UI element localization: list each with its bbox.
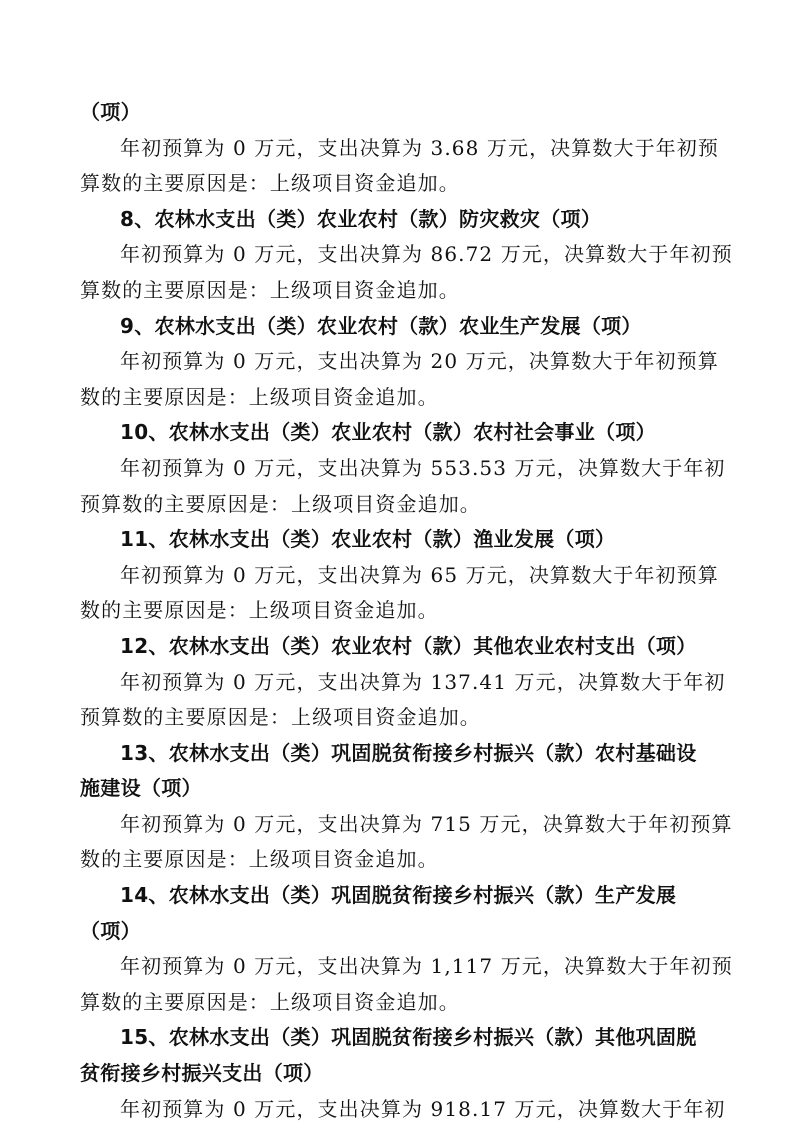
section-heading-line: 施建设（项） (80, 776, 202, 801)
body-text-line: 年初预算为 0 万元，支出决算为 715 万元，决算数大于年初预算 (120, 811, 733, 836)
section-heading-line: 15、农林水支出（类）巩固脱贫衔接乡村振兴（款）其他巩固脱 (120, 1025, 697, 1050)
body-text-line: 预算数的主要原因是：上级项目资金追加。 (80, 491, 481, 516)
body-text-line: 年初预算为 0 万元，支出决算为 137.41 万元，决算数大于年初 (120, 669, 726, 694)
body-text-line: 年初预算为 0 万元，支出决算为 3.68 万元，决算数大于年初预 (120, 135, 719, 160)
section-heading-line: 11、农林水支出（类）农业农村（款）渔业发展（项） (120, 527, 616, 552)
body-text-line: 年初预算为 0 万元，支出决算为 1,117 万元，决算数大于年初预 (120, 954, 733, 979)
section-heading-line: 8、农林水支出（类）农业农村（款）防灾救灾（项） (120, 206, 602, 231)
section-heading-line: （项） (80, 100, 141, 124)
body-text-line: 数的主要原因是：上级项目资金追加。 (80, 847, 439, 872)
section-heading-line: 10、农林水支出（类）农业农村（款）农村社会事业（项） (120, 420, 656, 445)
body-text-line: 年初预算为 0 万元，支出决算为 918.17 万元，决算数大于年初 (120, 1096, 726, 1121)
section-heading-line: 9、农林水支出（类）农业农村（款）农业生产发展（项） (120, 313, 642, 338)
section-heading-line: 贫衔接乡村振兴支出（项） (80, 1061, 324, 1086)
body-text-line: 算数的主要原因是：上级项目资金追加。 (80, 277, 460, 302)
body-text-line: 年初预算为 0 万元，支出决算为 553.53 万元，决算数大于年初 (120, 455, 726, 480)
section-heading-line: 12、农林水支出（类）农业农村（款）其他农业农村支出（项） (120, 633, 697, 658)
body-text-line: 年初预算为 0 万元，支出决算为 86.72 万元，决算数大于年初预 (120, 242, 733, 267)
body-text-line: 算数的主要原因是：上级项目资金追加。 (80, 989, 460, 1014)
body-text-line: 数的主要原因是：上级项目资金追加。 (80, 598, 439, 623)
body-text-line: 预算数的主要原因是：上级项目资金追加。 (80, 705, 481, 730)
body-text-line: 算数的主要原因是：上级项目资金追加。 (80, 171, 460, 196)
section-heading-line: （项） (80, 918, 141, 943)
body-text-line: 年初预算为 0 万元，支出决算为 20 万元，决算数大于年初预算 (120, 349, 719, 374)
document-body (80, 95, 733, 1127)
section-heading-line: 14、农林水支出（类）巩固脱贫衔接乡村振兴（款）生产发展 (120, 883, 677, 908)
body-text-line: 年初预算为 0 万元，支出决算为 65 万元，决算数大于年初预算 (120, 562, 719, 587)
section-heading-line: 13、农林水支出（类）巩固脱贫衔接乡村振兴（款）农村基础设 (120, 740, 697, 765)
body-text-line: 数的主要原因是：上级项目资金追加。 (80, 384, 439, 409)
